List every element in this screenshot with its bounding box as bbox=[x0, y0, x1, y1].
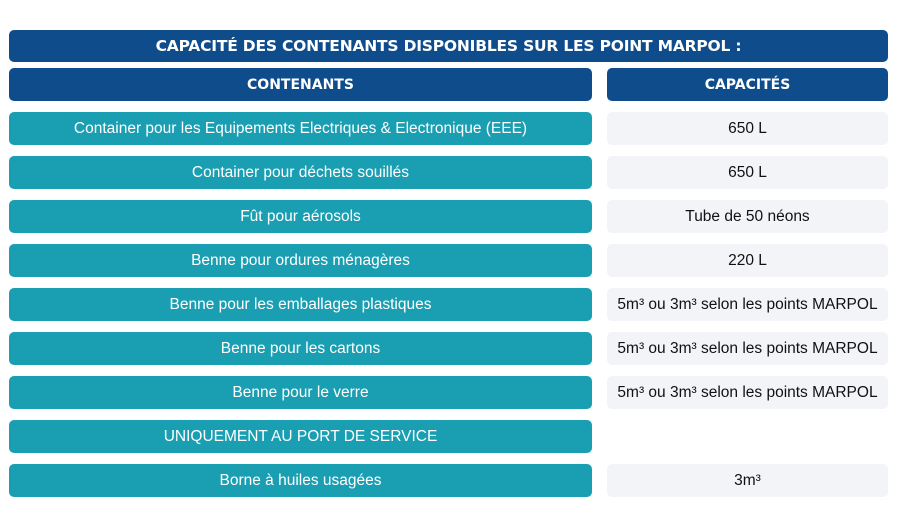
row-6-capacity: 5m³ ou 3m³ selon les points MARPOL bbox=[607, 332, 888, 365]
row-8-container: UNIQUEMENT AU PORT DE SERVICE bbox=[9, 420, 592, 453]
row-5-container: Benne pour les emballages plastiques bbox=[9, 288, 592, 321]
row-6-container: Benne pour les cartons bbox=[9, 332, 592, 365]
row-9-container: Borne à huiles usagées bbox=[9, 464, 592, 497]
row-2-capacity: 650 L bbox=[607, 156, 888, 189]
column-header-capacities: CAPACITÉS bbox=[607, 68, 888, 101]
row-7-capacity: 5m³ ou 3m³ selon les points MARPOL bbox=[607, 376, 888, 409]
row-7-container: Benne pour le verre bbox=[9, 376, 592, 409]
row-1-container: Container pour les Equipements Electriques & Electronique (EEE) bbox=[9, 112, 592, 145]
row-4-container: Benne pour ordures ménagères bbox=[9, 244, 592, 277]
row-3-container: Fût pour aérosols bbox=[9, 200, 592, 233]
row-3-capacity: Tube de 50 néons bbox=[607, 200, 888, 233]
row-4-capacity: 220 L bbox=[607, 244, 888, 277]
row-1-capacity: 650 L bbox=[607, 112, 888, 145]
row-9-capacity: 3m³ bbox=[607, 464, 888, 497]
row-5-capacity: 5m³ ou 3m³ selon les points MARPOL bbox=[607, 288, 888, 321]
table-title: CAPACITÉ DES CONTENANTS DISPONIBLES SUR LES POINT MARPOL : bbox=[9, 30, 888, 62]
column-header-containers: CONTENANTS bbox=[9, 68, 592, 101]
row-2-container: Container pour déchets souillés bbox=[9, 156, 592, 189]
